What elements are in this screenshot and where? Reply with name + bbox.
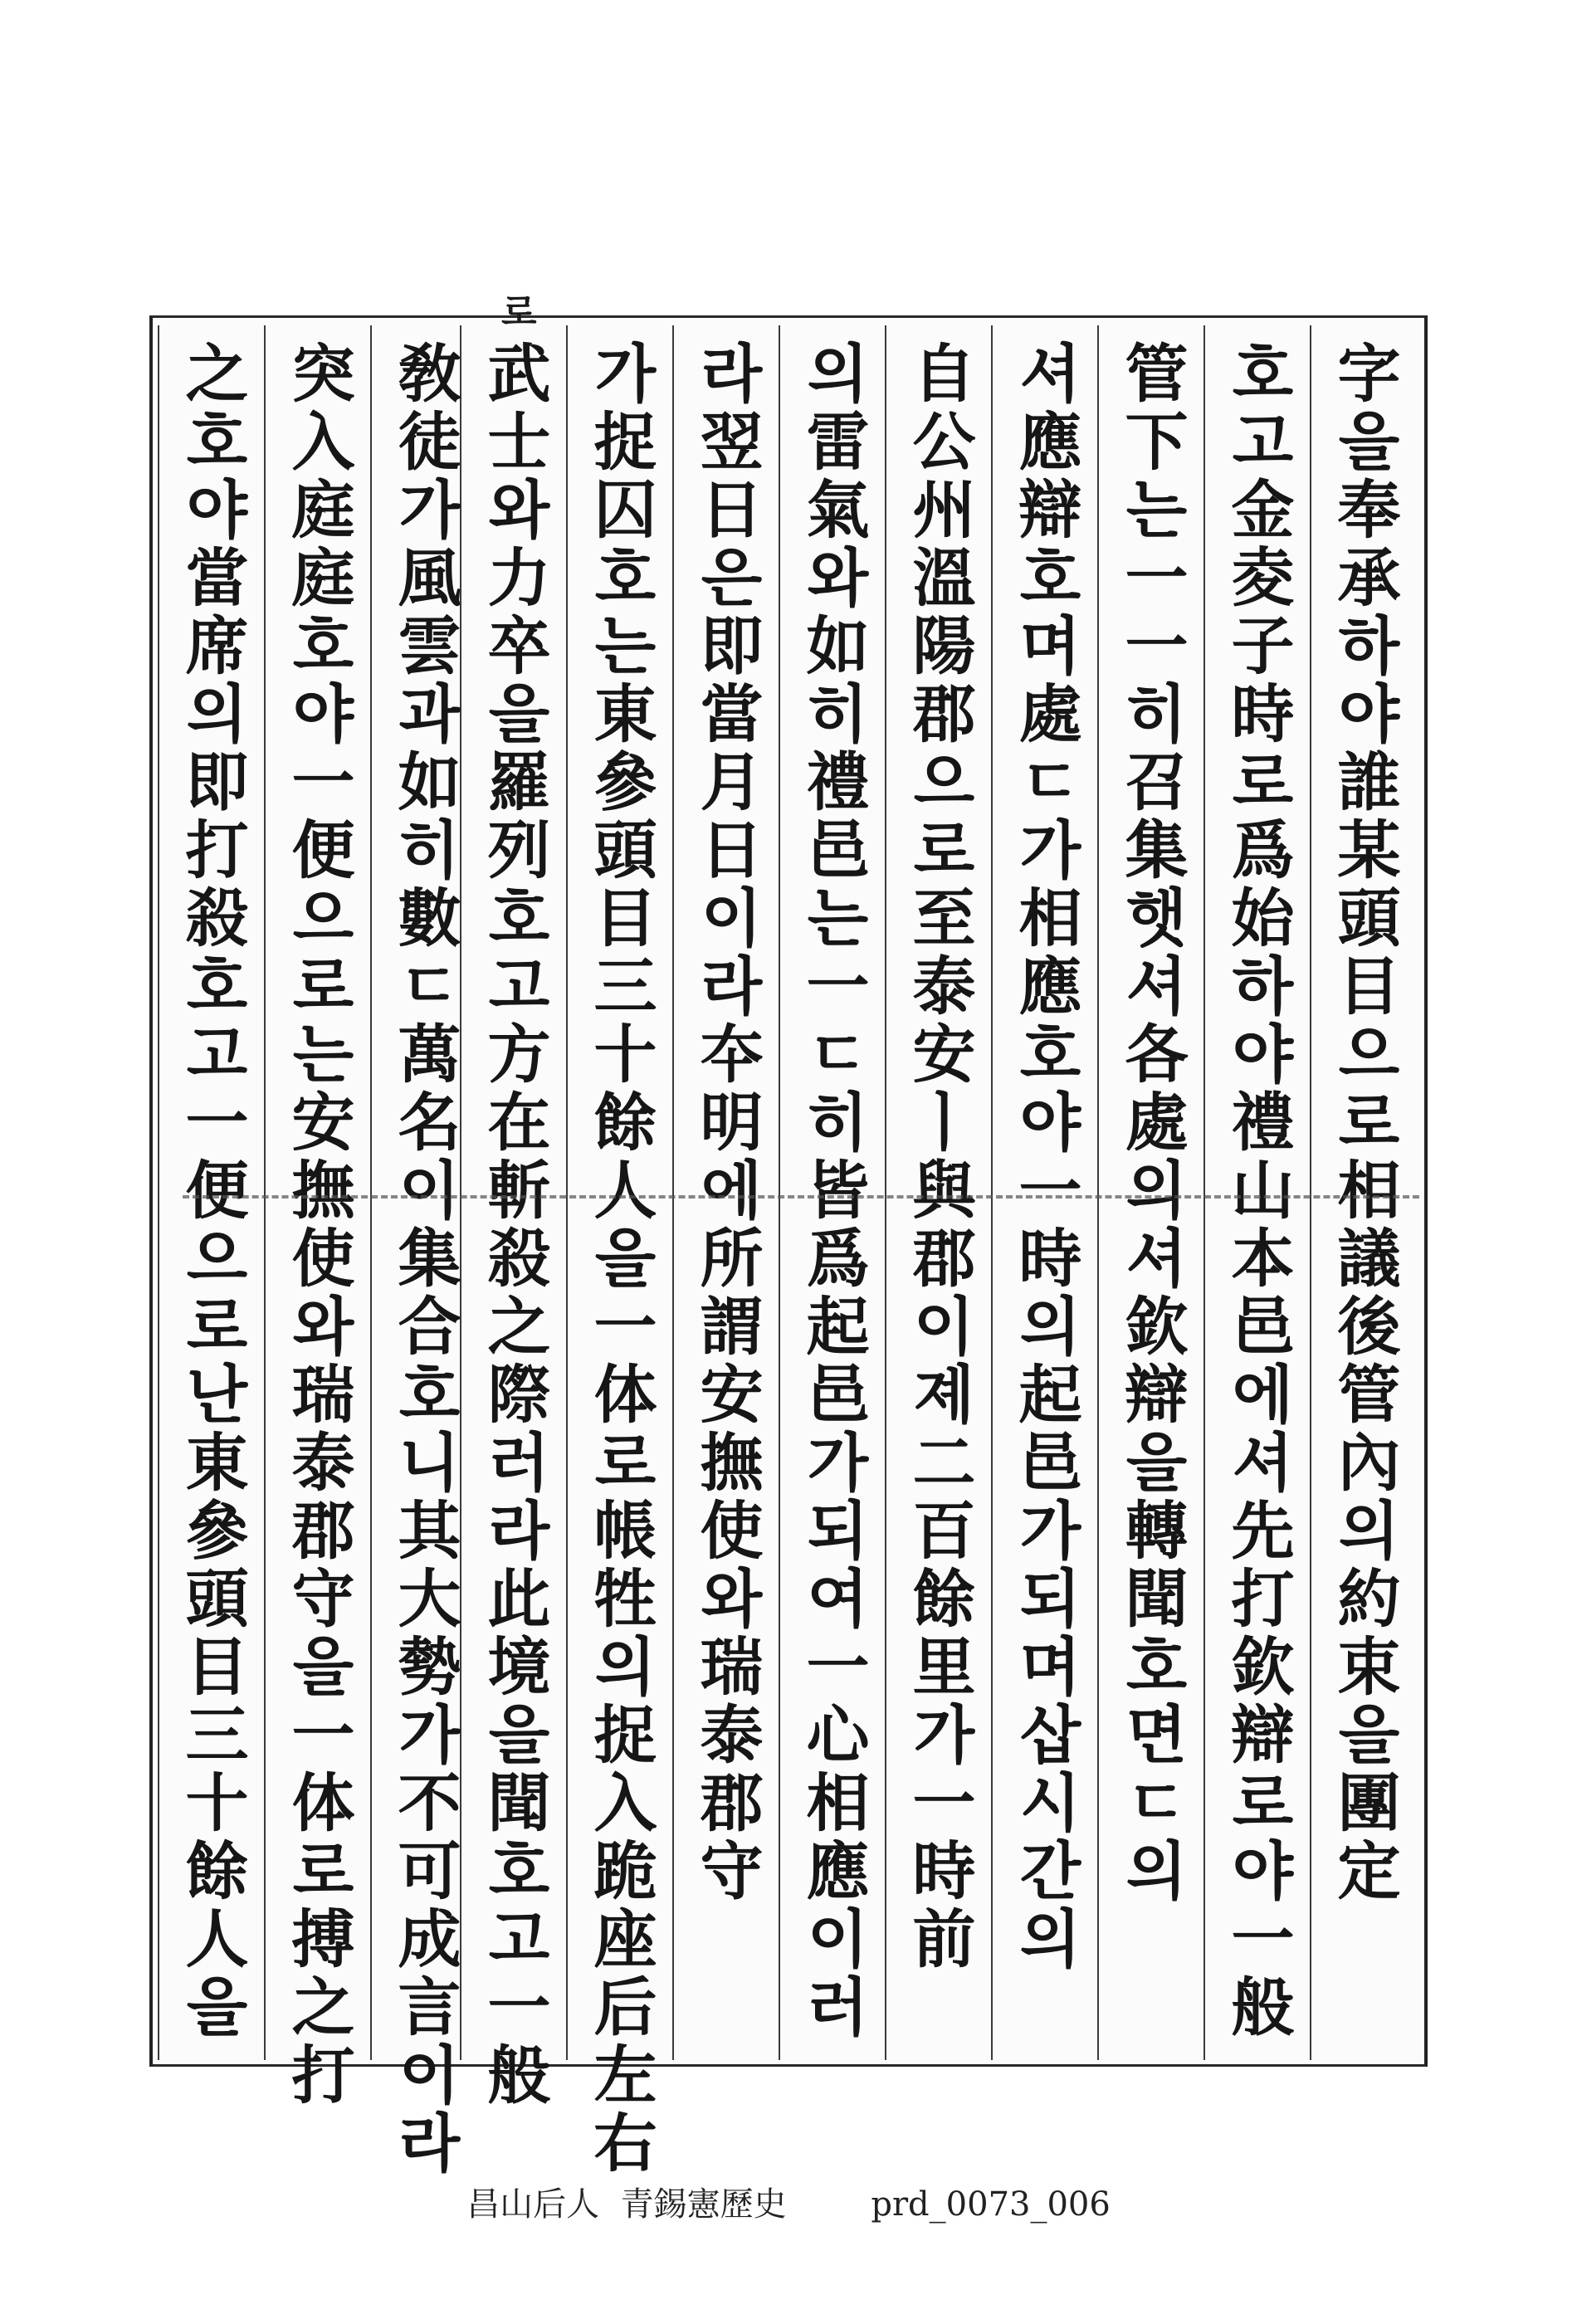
manuscript-column-1 — [1310, 325, 1416, 2060]
column-text-11: 突入庭庭호야一便으로는安撫使와瑞泰郡守을一体로搏之打 — [281, 340, 355, 2110]
column-text-10: 敎徒가風雲과如히數ㄷ萬名이集合호니其大勢가不可成言이라 — [388, 340, 461, 2178]
manuscript-column-2 — [1204, 325, 1310, 2060]
column-text-5: 自公州溫陽郡으로至泰安ㅣ與郡이졔二百餘里가一時前 — [902, 340, 976, 1974]
fold-line — [183, 1195, 1419, 1199]
column-text-4: 셔應辯호며處ㄷ가相應호야一時의起邑가되며삽시간의 — [1008, 340, 1082, 1974]
column-text-6: 의雷氣와如히禮邑는一ㄷ히皆爲起邑가되여一心相應이러 — [796, 340, 870, 2042]
margin-note: 로 — [501, 291, 537, 334]
column-text-3: 管下는一一히召集햇셔各處의셔欽辯을轉聞호면ㄷ의 — [1115, 340, 1189, 1906]
column-text-1: 字을奉承하야誰某頭目으로相議後管內의約束을團定 — [1327, 340, 1401, 1906]
manuscript-column-12 — [158, 325, 264, 2060]
column-text-9: 武士와力卒을羅列호고方在斬殺之際러라此境을聞호고一般 — [477, 340, 551, 2110]
manuscript-column-8 — [566, 325, 672, 2178]
manuscript-column-7 — [672, 325, 779, 2060]
column-text-8: 가捉囚호는東參頭目三十餘人을一体로帳牲의捉入跪座后左右 — [583, 340, 657, 2178]
footer-caption: 昌山后人 青錫憲歷史 prd_0073_006 — [466, 2185, 1111, 2224]
manuscript-column-6 — [779, 325, 885, 2060]
column-text-2: 호고金夌子時로爲始하야禮山本邑에셔先打欽辯로야一般 — [1221, 340, 1295, 2042]
manuscript-column-3 — [1097, 325, 1204, 2060]
manuscript-column-11 — [264, 325, 370, 2110]
manuscript-column-5 — [885, 325, 991, 2060]
manuscript-column-4 — [991, 325, 1097, 2060]
column-text-12: 之호야當席의即打殺호고一便으로난東參頭目三十餘人을 — [175, 340, 249, 2042]
manuscript-column-10 — [370, 325, 476, 2178]
column-text-7: 라翌日은即當月日이라夲明에所謂安撫使와瑞泰郡守 — [690, 340, 764, 1906]
